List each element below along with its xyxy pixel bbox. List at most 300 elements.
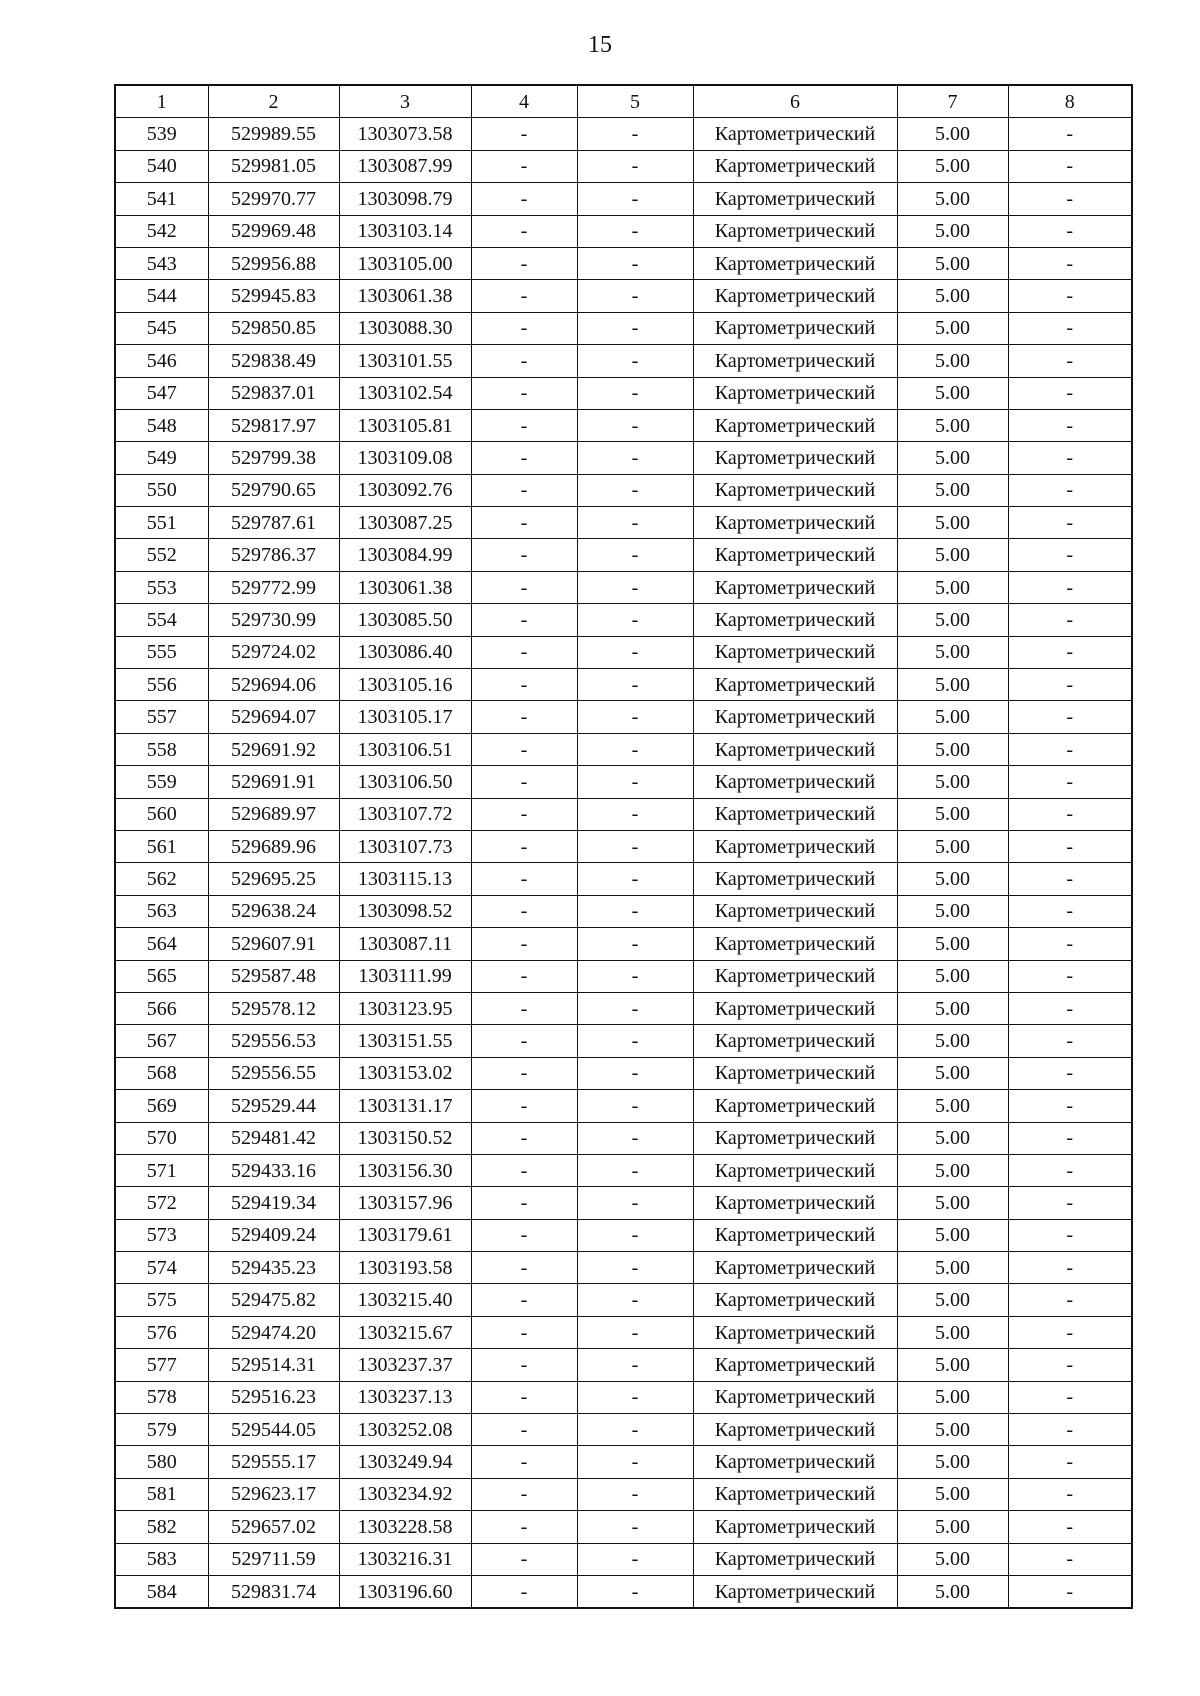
y-coordinate-cell: 1303196.60 xyxy=(339,1575,471,1608)
table-row xyxy=(115,215,1132,247)
col5-cell: - xyxy=(577,183,693,215)
y-coordinate-cell: 1303252.08 xyxy=(339,1414,471,1446)
x-coordinate-cell: 529956.88 xyxy=(208,247,339,279)
method-cell: Картометрический xyxy=(693,247,897,279)
accuracy-cell: 5.00 xyxy=(897,895,1008,927)
accuracy-cell: 5.00 xyxy=(897,1414,1008,1446)
col8-cell: - xyxy=(1008,1187,1132,1219)
x-coordinate-cell: 529607.91 xyxy=(208,928,339,960)
table-row xyxy=(115,571,1132,603)
x-coordinate-cell: 529474.20 xyxy=(208,1316,339,1348)
table-row xyxy=(115,507,1132,539)
col4-cell: - xyxy=(471,1511,577,1543)
method-cell: Картометрический xyxy=(693,1381,897,1413)
col5-cell: - xyxy=(577,1090,693,1122)
table-row xyxy=(115,928,1132,960)
y-coordinate-cell: 1303061.38 xyxy=(339,571,471,603)
method-cell: Картометрический xyxy=(693,1575,897,1608)
method-cell: Картометрический xyxy=(693,1284,897,1316)
method-cell: Картометрический xyxy=(693,766,897,798)
col8-cell: - xyxy=(1008,377,1132,409)
x-coordinate-cell: 529850.85 xyxy=(208,312,339,344)
table-row xyxy=(115,895,1132,927)
table-row xyxy=(115,1575,1132,1608)
y-coordinate-cell: 1303215.67 xyxy=(339,1316,471,1348)
point-number-cell: 584 xyxy=(115,1575,208,1608)
col4-cell: - xyxy=(471,507,577,539)
accuracy-cell: 5.00 xyxy=(897,377,1008,409)
method-cell: Картометрический xyxy=(693,960,897,992)
method-cell: Картометрический xyxy=(693,1187,897,1219)
point-number-cell: 577 xyxy=(115,1349,208,1381)
accuracy-cell: 5.00 xyxy=(897,1122,1008,1154)
accuracy-cell: 5.00 xyxy=(897,215,1008,247)
col5-cell: - xyxy=(577,1252,693,1284)
col8-cell: - xyxy=(1008,1025,1132,1057)
col8-cell: - xyxy=(1008,247,1132,279)
point-number-cell: 552 xyxy=(115,539,208,571)
x-coordinate-cell: 529989.55 xyxy=(208,118,339,150)
method-cell: Картометрический xyxy=(693,1511,897,1543)
method-cell: Картометрический xyxy=(693,215,897,247)
col8-cell: - xyxy=(1008,1219,1132,1251)
y-coordinate-cell: 1303105.17 xyxy=(339,701,471,733)
accuracy-cell: 5.00 xyxy=(897,830,1008,862)
col5-cell: - xyxy=(577,442,693,474)
x-coordinate-cell: 529981.05 xyxy=(208,150,339,182)
col4-cell: - xyxy=(471,1057,577,1089)
col8-cell: - xyxy=(1008,1575,1132,1608)
col8-cell: - xyxy=(1008,571,1132,603)
col8-cell: - xyxy=(1008,636,1132,668)
x-coordinate-cell: 529578.12 xyxy=(208,992,339,1024)
table-row xyxy=(115,1122,1132,1154)
y-coordinate-cell: 1303234.92 xyxy=(339,1478,471,1510)
table-row xyxy=(115,636,1132,668)
x-coordinate-cell: 529970.77 xyxy=(208,183,339,215)
y-coordinate-cell: 1303073.58 xyxy=(339,118,471,150)
col8-cell: - xyxy=(1008,474,1132,506)
table-row xyxy=(115,409,1132,441)
col8-cell: - xyxy=(1008,701,1132,733)
y-coordinate-cell: 1303092.76 xyxy=(339,474,471,506)
col8-cell: - xyxy=(1008,1284,1132,1316)
point-number-cell: 560 xyxy=(115,798,208,830)
table-row xyxy=(115,150,1132,182)
x-coordinate-cell: 529724.02 xyxy=(208,636,339,668)
table-row xyxy=(115,183,1132,215)
method-cell: Картометрический xyxy=(693,636,897,668)
x-coordinate-cell: 529695.25 xyxy=(208,863,339,895)
point-number-cell: 540 xyxy=(115,150,208,182)
table-row xyxy=(115,863,1132,895)
x-coordinate-cell: 529689.96 xyxy=(208,830,339,862)
col4-cell: - xyxy=(471,604,577,636)
x-coordinate-cell: 529433.16 xyxy=(208,1154,339,1186)
x-coordinate-cell: 529730.99 xyxy=(208,604,339,636)
method-cell: Картометрический xyxy=(693,798,897,830)
point-number-cell: 539 xyxy=(115,118,208,150)
point-number-cell: 556 xyxy=(115,669,208,701)
col8-cell: - xyxy=(1008,669,1132,701)
col8-cell: - xyxy=(1008,1543,1132,1575)
table-row xyxy=(115,539,1132,571)
page-number: 15 xyxy=(588,32,612,58)
col8-cell: - xyxy=(1008,1414,1132,1446)
col8-cell: - xyxy=(1008,507,1132,539)
x-coordinate-cell: 529623.17 xyxy=(208,1478,339,1510)
accuracy-cell: 5.00 xyxy=(897,1349,1008,1381)
point-number-cell: 562 xyxy=(115,863,208,895)
x-coordinate-cell: 529817.97 xyxy=(208,409,339,441)
col5-cell: - xyxy=(577,571,693,603)
col5-cell: - xyxy=(577,1057,693,1089)
point-number-cell: 548 xyxy=(115,409,208,441)
col4-cell: - xyxy=(471,571,577,603)
col8-cell: - xyxy=(1008,118,1132,150)
accuracy-cell: 5.00 xyxy=(897,1252,1008,1284)
col5-cell: - xyxy=(577,830,693,862)
x-coordinate-cell: 529837.01 xyxy=(208,377,339,409)
accuracy-cell: 5.00 xyxy=(897,1025,1008,1057)
point-number-cell: 563 xyxy=(115,895,208,927)
method-cell: Картометрический xyxy=(693,1252,897,1284)
col5-cell: - xyxy=(577,539,693,571)
col4-cell: - xyxy=(471,150,577,182)
y-coordinate-cell: 1303087.99 xyxy=(339,150,471,182)
y-coordinate-cell: 1303131.17 xyxy=(339,1090,471,1122)
accuracy-cell: 5.00 xyxy=(897,636,1008,668)
col5-cell: - xyxy=(577,312,693,344)
col4-cell: - xyxy=(471,1414,577,1446)
col5-cell: - xyxy=(577,1154,693,1186)
point-number-cell: 580 xyxy=(115,1446,208,1478)
table-row xyxy=(115,960,1132,992)
table-body xyxy=(115,118,1132,1608)
col8-cell: - xyxy=(1008,1446,1132,1478)
accuracy-cell: 5.00 xyxy=(897,1478,1008,1510)
point-number-cell: 582 xyxy=(115,1511,208,1543)
col4-cell: - xyxy=(471,1090,577,1122)
table-row xyxy=(115,1381,1132,1413)
x-coordinate-cell: 529544.05 xyxy=(208,1414,339,1446)
col4-cell: - xyxy=(471,345,577,377)
y-coordinate-cell: 1303105.00 xyxy=(339,247,471,279)
accuracy-cell: 5.00 xyxy=(897,960,1008,992)
point-number-cell: 547 xyxy=(115,377,208,409)
y-coordinate-cell: 1303153.02 xyxy=(339,1057,471,1089)
y-coordinate-cell: 1303179.61 xyxy=(339,1219,471,1251)
col4-cell: - xyxy=(471,1446,577,1478)
table-row xyxy=(115,1511,1132,1543)
table-row xyxy=(115,1478,1132,1510)
table-row xyxy=(115,798,1132,830)
point-number-cell: 566 xyxy=(115,992,208,1024)
col4-cell: - xyxy=(471,766,577,798)
col4-cell: - xyxy=(471,1575,577,1608)
point-number-cell: 558 xyxy=(115,733,208,765)
col8-cell: - xyxy=(1008,928,1132,960)
point-number-cell: 574 xyxy=(115,1252,208,1284)
accuracy-cell: 5.00 xyxy=(897,150,1008,182)
point-number-cell: 576 xyxy=(115,1316,208,1348)
accuracy-cell: 5.00 xyxy=(897,1187,1008,1219)
x-coordinate-cell: 529945.83 xyxy=(208,280,339,312)
col4-cell: - xyxy=(471,863,577,895)
x-coordinate-cell: 529831.74 xyxy=(208,1575,339,1608)
col5-cell: - xyxy=(577,1511,693,1543)
method-cell: Картометрический xyxy=(693,1090,897,1122)
accuracy-cell: 5.00 xyxy=(897,118,1008,150)
x-coordinate-cell: 529529.44 xyxy=(208,1090,339,1122)
y-coordinate-cell: 1303105.16 xyxy=(339,669,471,701)
col5-cell: - xyxy=(577,669,693,701)
y-coordinate-cell: 1303228.58 xyxy=(339,1511,471,1543)
col8-cell: - xyxy=(1008,1090,1132,1122)
table-row xyxy=(115,1090,1132,1122)
table-row xyxy=(115,345,1132,377)
x-coordinate-cell: 529689.97 xyxy=(208,798,339,830)
method-cell: Картометрический xyxy=(693,604,897,636)
point-number-cell: 559 xyxy=(115,766,208,798)
point-number-cell: 568 xyxy=(115,1057,208,1089)
col8-cell: - xyxy=(1008,215,1132,247)
point-number-cell: 544 xyxy=(115,280,208,312)
x-coordinate-cell: 529409.24 xyxy=(208,1219,339,1251)
col4-cell: - xyxy=(471,1025,577,1057)
x-coordinate-cell: 529691.91 xyxy=(208,766,339,798)
col4-cell: - xyxy=(471,669,577,701)
point-number-cell: 561 xyxy=(115,830,208,862)
x-coordinate-cell: 529556.53 xyxy=(208,1025,339,1057)
col4-cell: - xyxy=(471,442,577,474)
method-cell: Картометрический xyxy=(693,1154,897,1186)
column-header: 3 xyxy=(339,85,471,118)
col5-cell: - xyxy=(577,1349,693,1381)
table-row xyxy=(115,280,1132,312)
accuracy-cell: 5.00 xyxy=(897,992,1008,1024)
method-cell: Картометрический xyxy=(693,539,897,571)
accuracy-cell: 5.00 xyxy=(897,669,1008,701)
y-coordinate-cell: 1303087.25 xyxy=(339,507,471,539)
accuracy-cell: 5.00 xyxy=(897,1316,1008,1348)
col8-cell: - xyxy=(1008,733,1132,765)
point-number-cell: 554 xyxy=(115,604,208,636)
table-row xyxy=(115,1446,1132,1478)
col5-cell: - xyxy=(577,150,693,182)
y-coordinate-cell: 1303098.79 xyxy=(339,183,471,215)
x-coordinate-cell: 529772.99 xyxy=(208,571,339,603)
method-cell: Картометрический xyxy=(693,992,897,1024)
y-coordinate-cell: 1303151.55 xyxy=(339,1025,471,1057)
point-number-cell: 567 xyxy=(115,1025,208,1057)
x-coordinate-cell: 529787.61 xyxy=(208,507,339,539)
col5-cell: - xyxy=(577,733,693,765)
point-number-cell: 543 xyxy=(115,247,208,279)
accuracy-cell: 5.00 xyxy=(897,733,1008,765)
point-number-cell: 569 xyxy=(115,1090,208,1122)
method-cell: Картометрический xyxy=(693,345,897,377)
point-number-cell: 557 xyxy=(115,701,208,733)
x-coordinate-cell: 529514.31 xyxy=(208,1349,339,1381)
point-number-cell: 571 xyxy=(115,1154,208,1186)
table-row xyxy=(115,1543,1132,1575)
table-row xyxy=(115,377,1132,409)
y-coordinate-cell: 1303101.55 xyxy=(339,345,471,377)
method-cell: Картометрический xyxy=(693,863,897,895)
col4-cell: - xyxy=(471,118,577,150)
col5-cell: - xyxy=(577,507,693,539)
y-coordinate-cell: 1303106.50 xyxy=(339,766,471,798)
y-coordinate-cell: 1303107.72 xyxy=(339,798,471,830)
point-number-cell: 550 xyxy=(115,474,208,506)
y-coordinate-cell: 1303103.14 xyxy=(339,215,471,247)
col4-cell: - xyxy=(471,992,577,1024)
col5-cell: - xyxy=(577,1122,693,1154)
col5-cell: - xyxy=(577,766,693,798)
col4-cell: - xyxy=(471,1284,577,1316)
point-number-cell: 564 xyxy=(115,928,208,960)
point-number-cell: 578 xyxy=(115,1381,208,1413)
method-cell: Картометрический xyxy=(693,928,897,960)
point-number-cell: 541 xyxy=(115,183,208,215)
accuracy-cell: 5.00 xyxy=(897,539,1008,571)
table-row xyxy=(115,118,1132,150)
x-coordinate-cell: 529786.37 xyxy=(208,539,339,571)
x-coordinate-cell: 529711.59 xyxy=(208,1543,339,1575)
col4-cell: - xyxy=(471,1219,577,1251)
point-number-cell: 553 xyxy=(115,571,208,603)
col5-cell: - xyxy=(577,1575,693,1608)
col8-cell: - xyxy=(1008,1252,1132,1284)
x-coordinate-cell: 529838.49 xyxy=(208,345,339,377)
table-row xyxy=(115,604,1132,636)
table-row xyxy=(115,1187,1132,1219)
table-row xyxy=(115,701,1132,733)
table-row xyxy=(115,1284,1132,1316)
method-cell: Картометрический xyxy=(693,280,897,312)
column-header: 2 xyxy=(208,85,339,118)
table-row xyxy=(115,733,1132,765)
method-cell: Картометрический xyxy=(693,733,897,765)
point-number-cell: 551 xyxy=(115,507,208,539)
accuracy-cell: 5.00 xyxy=(897,507,1008,539)
method-cell: Картометрический xyxy=(693,1219,897,1251)
point-number-cell: 555 xyxy=(115,636,208,668)
table-row xyxy=(115,1349,1132,1381)
method-cell: Картометрический xyxy=(693,150,897,182)
col4-cell: - xyxy=(471,1543,577,1575)
point-number-cell: 546 xyxy=(115,345,208,377)
y-coordinate-cell: 1303106.51 xyxy=(339,733,471,765)
point-number-cell: 542 xyxy=(115,215,208,247)
y-coordinate-cell: 1303237.37 xyxy=(339,1349,471,1381)
accuracy-cell: 5.00 xyxy=(897,1284,1008,1316)
col8-cell: - xyxy=(1008,280,1132,312)
table-row xyxy=(115,830,1132,862)
col4-cell: - xyxy=(471,830,577,862)
col4-cell: - xyxy=(471,733,577,765)
col5-cell: - xyxy=(577,636,693,668)
col8-cell: - xyxy=(1008,766,1132,798)
x-coordinate-cell: 529790.65 xyxy=(208,474,339,506)
accuracy-cell: 5.00 xyxy=(897,345,1008,377)
x-coordinate-cell: 529587.48 xyxy=(208,960,339,992)
col4-cell: - xyxy=(471,280,577,312)
accuracy-cell: 5.00 xyxy=(897,1543,1008,1575)
method-cell: Картометрический xyxy=(693,1316,897,1348)
col4-cell: - xyxy=(471,928,577,960)
column-header: 1 xyxy=(115,85,208,118)
col8-cell: - xyxy=(1008,798,1132,830)
col5-cell: - xyxy=(577,604,693,636)
accuracy-cell: 5.00 xyxy=(897,1154,1008,1186)
x-coordinate-cell: 529475.82 xyxy=(208,1284,339,1316)
accuracy-cell: 5.00 xyxy=(897,863,1008,895)
col5-cell: - xyxy=(577,798,693,830)
accuracy-cell: 5.00 xyxy=(897,1446,1008,1478)
coordinates-table xyxy=(114,84,1133,1609)
col8-cell: - xyxy=(1008,442,1132,474)
col4-cell: - xyxy=(471,1154,577,1186)
point-number-cell: 570 xyxy=(115,1122,208,1154)
col5-cell: - xyxy=(577,701,693,733)
y-coordinate-cell: 1303215.40 xyxy=(339,1284,471,1316)
method-cell: Картометрический xyxy=(693,1057,897,1089)
col8-cell: - xyxy=(1008,312,1132,344)
column-header: 7 xyxy=(897,85,1008,118)
col4-cell: - xyxy=(471,215,577,247)
method-cell: Картометрический xyxy=(693,1025,897,1057)
col5-cell: - xyxy=(577,1478,693,1510)
col5-cell: - xyxy=(577,1025,693,1057)
y-coordinate-cell: 1303157.96 xyxy=(339,1187,471,1219)
col4-cell: - xyxy=(471,701,577,733)
point-number-cell: 545 xyxy=(115,312,208,344)
col8-cell: - xyxy=(1008,895,1132,927)
col4-cell: - xyxy=(471,636,577,668)
y-coordinate-cell: 1303216.31 xyxy=(339,1543,471,1575)
column-header: 8 xyxy=(1008,85,1132,118)
method-cell: Картометрический xyxy=(693,1478,897,1510)
x-coordinate-cell: 529516.23 xyxy=(208,1381,339,1413)
accuracy-cell: 5.00 xyxy=(897,442,1008,474)
col5-cell: - xyxy=(577,928,693,960)
col8-cell: - xyxy=(1008,992,1132,1024)
col4-cell: - xyxy=(471,247,577,279)
accuracy-cell: 5.00 xyxy=(897,928,1008,960)
point-number-cell: 583 xyxy=(115,1543,208,1575)
col8-cell: - xyxy=(1008,1122,1132,1154)
accuracy-cell: 5.00 xyxy=(897,183,1008,215)
col5-cell: - xyxy=(577,1543,693,1575)
col8-cell: - xyxy=(1008,183,1132,215)
method-cell: Картометрический xyxy=(693,830,897,862)
method-cell: Картометрический xyxy=(693,1446,897,1478)
col5-cell: - xyxy=(577,1446,693,1478)
col5-cell: - xyxy=(577,409,693,441)
col5-cell: - xyxy=(577,1381,693,1413)
col8-cell: - xyxy=(1008,409,1132,441)
accuracy-cell: 5.00 xyxy=(897,409,1008,441)
col4-cell: - xyxy=(471,1187,577,1219)
y-coordinate-cell: 1303107.73 xyxy=(339,830,471,862)
point-number-cell: 565 xyxy=(115,960,208,992)
accuracy-cell: 5.00 xyxy=(897,474,1008,506)
table-row xyxy=(115,247,1132,279)
table-row xyxy=(115,312,1132,344)
col4-cell: - xyxy=(471,409,577,441)
